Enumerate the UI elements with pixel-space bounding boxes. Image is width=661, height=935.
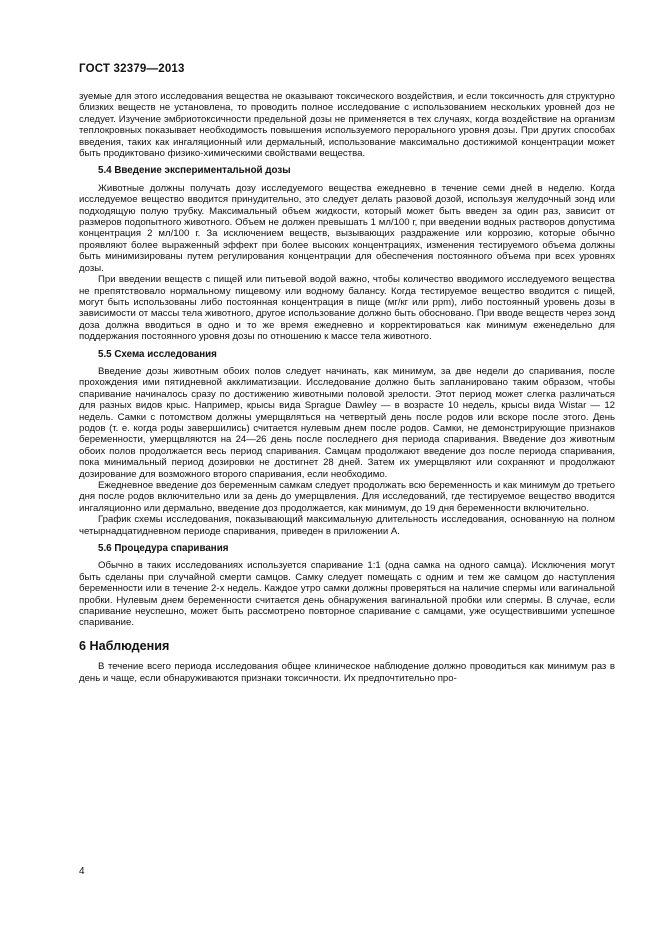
- section-5-5-paragraph-1: Введение дозы животным обоих полов следует начинать, как минимум, за две недели до спаривания, после прохождения ими пятидневной акклиматизации. Исследование должно быть запланировано таким образом, чтобы спаривание начиналось сразу по достижению животными половой зрелости. Этот период может слегка различаться для разных видов крыс. Например, крысы вида Sprague Dawley — в возрасте 10 недель, крысы вида Wistar — 12 недель. Самки с потомством должны умерщвляться на четвертый день после родов или вскоре после этого. День родов (т. е. когда роды завершились) считается нулевым днем после родов. Самки, не демонстрирующие признаков беременности, умерщвляются на 24—26 день после последнего дня периода спаривания. Введение доз животным обоих полов продолжается весь период спаривания. Самцам продолжают введение доз после периода спаривания, пока минимальный период дозировки не достигнет 28 дней. Затем их умерщвляют или сохраняют и продолжают дозирование для возможного второго спаривания, если необходимо.: [79, 365, 615, 480]
- section-5-6-paragraph-1: Обычно в таких исследованиях используется спаривание 1:1 (одна самка на одного самца). Исключения могут быть сделаны при случайной смерти самцов. Самку следует помещать с одним и тем же самцом до наступления беременности или в течение 2-х недель. Каждое утро самки должны проверяться на наличие спермы или вагинальной пробки. Нулевым днем беременности считается день обнаружения вагинальной пробки или спермы. В случае, если спаривание неуспешно, может быть рассмотрено повторное спаривание с самцами, уже осуществившими успешное спаривание.: [79, 560, 615, 629]
- document-header: ГОСТ 32379—2013: [79, 63, 185, 75]
- section-5-5-title: 5.5 Схема исследования: [98, 348, 217, 360]
- section-6-title: 6 Наблюдения: [79, 638, 170, 653]
- section-6-paragraph-1: В течение всего периода исследования общее клиническое наблюдение должно проводиться как минимум раз в день и чаще, если обнаруживаются признаки токсичности. Их предпочтительно про-: [79, 661, 615, 684]
- page-number: 4: [79, 866, 85, 877]
- section-5-5-paragraph-2: Ежедневное введение доз беременным самкам следует продолжать всю беременность и как минимум до третьего дня после родов включительно или за день до умерщвления. Для исследований, где тестируемое вещество вводится ингаляционно или дермально, введение доз продолжается, как минимум, до 19 дня беременности включительно.: [79, 480, 615, 514]
- section-5-5-paragraph-3: График схемы исследования, показывающий максимальную длительность исследования, основанную на полном четырнадцатидневном периоде спаривания, приведен в приложении А.: [79, 514, 615, 537]
- section-5-4-title: 5.4 Введение экспериментальной дозы: [98, 165, 291, 177]
- section-5-4-paragraph-2: При введении веществ с пищей или питьевой водой важно, чтобы количество вводимого исследуемого вещества не препятствовало нормальному пищевому или водному балансу. Когда тестируемое вещество вводится с пищей, могут быть использованы либо постоянная концентрация в пище (мг/кг или ppm), либо постоянный уровень дозы в зависимости от массы тела животного, другое использование должно быть обосновано. При вводе веществ через зонд доза должна вводиться в одно и то же время ежедневно и корректироваться как минимум еженедельно для поддержания постоянного уровня дозы по отношению к массе тела животного.: [79, 274, 615, 343]
- section-5-4-paragraph-1: Животные должны получать дозу исследуемого вещества ежедневно в течение семи дней в неделю. Когда исследуемое вещество вводится принудительно, это следует делать разовой дозой, используя желудочный зонд или подходящую полую трубку. Максимальный объем жидкости, который может быть введен за один раз, зависит от размеров подопытного животного. Объем не должен превышать 1 мл/100 г, при введении водных растворов допустима концентрация 2 мл/100 г. За исключением веществ, вызывающих раздражение или коррозию, которые обычно проявляют более выраженный эффект при более высоких концентрациях, изменения тестируемого объема должны быть минимизированы путем регулирования концентрации для обеспечения постоянного объема при всех уровнях дозы.: [79, 182, 615, 274]
- paragraph-continued: зуемые для этого исследования вещества не оказывают токсического воздействия, и если токсичность для структурно близких веществ не установлена, то проводить полное исследование с использованием нескольких уровней доз не следует. Изучение эмбриотоксичности предельной дозы не применяется в тех случаях, когда воздействие на организм теплокровных показывает необходимость повышения используемого перорального уровня дозы. При других способах введения, таких как ингаляционный или дермальный, использование максимально достижимой концентрации может быть продиктовано физико-химическими свойствами вещества.: [79, 91, 615, 160]
- section-5-6-title: 5.6 Процедура спаривания: [98, 543, 229, 555]
- document-body: [79, 91, 615, 684]
